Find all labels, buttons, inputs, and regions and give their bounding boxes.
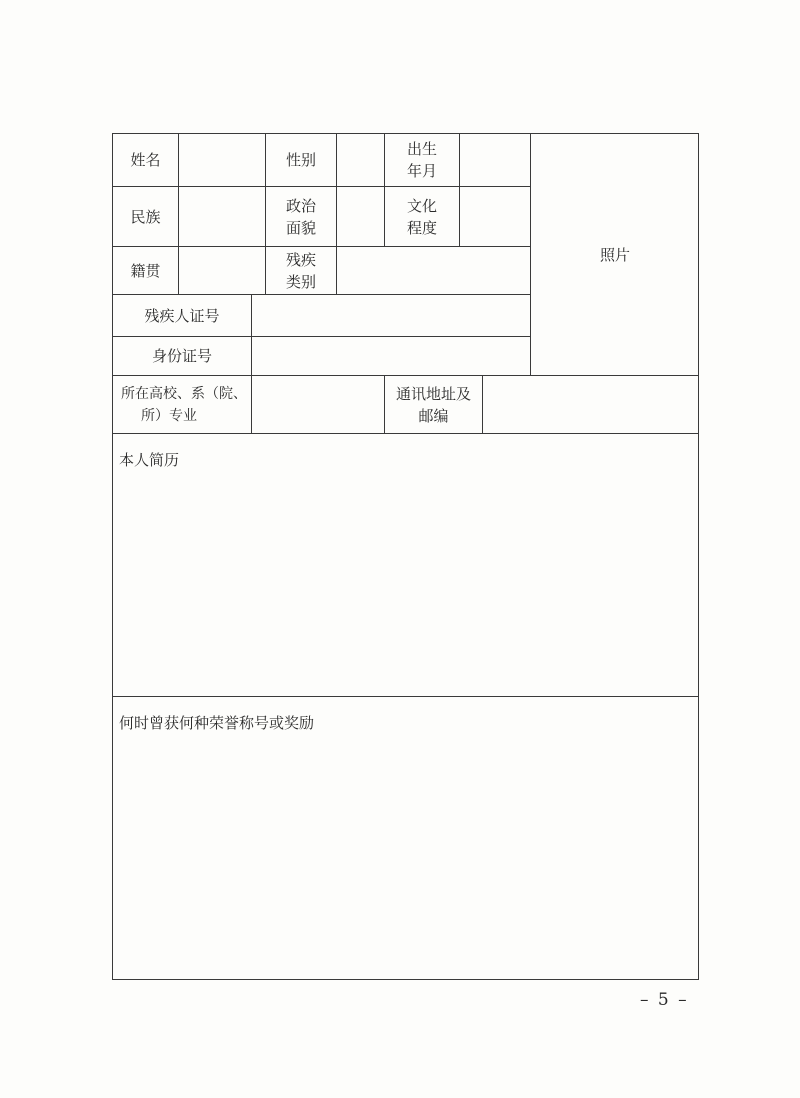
education-label-cell bbox=[385, 187, 460, 247]
birth-label-cell bbox=[385, 134, 460, 187]
birth-label-line1: 出生 bbox=[406, 140, 437, 158]
address-label-line1: 通讯地址及 bbox=[395, 384, 471, 403]
disability-cert-label-cell bbox=[113, 295, 252, 337]
native-place-label: 籍贯 bbox=[130, 261, 161, 280]
ethnicity-field[interactable] bbox=[179, 187, 266, 247]
school-field[interactable] bbox=[252, 376, 385, 434]
gender-label: 性别 bbox=[285, 151, 316, 169]
birth-field[interactable] bbox=[460, 134, 531, 187]
political-label-line2: 面貌 bbox=[285, 218, 316, 237]
address-label-cell bbox=[385, 376, 483, 434]
disability-type-label-line2: 类别 bbox=[285, 272, 316, 291]
photo-cell[interactable] bbox=[531, 134, 699, 376]
honors-section[interactable] bbox=[113, 697, 699, 979]
political-field[interactable] bbox=[337, 187, 385, 247]
political-label-cell bbox=[266, 187, 337, 247]
id-number-label: 身份证号 bbox=[151, 347, 212, 365]
gender-field[interactable] bbox=[337, 134, 385, 187]
ethnicity-label-cell bbox=[113, 187, 179, 247]
native-place-label-cell bbox=[113, 247, 179, 295]
page-number: – 5 – bbox=[640, 990, 689, 1010]
political-label-line1: 政治 bbox=[285, 196, 316, 215]
disability-type-label-cell bbox=[266, 247, 337, 295]
name-label-cell bbox=[113, 134, 179, 187]
resume-section[interactable] bbox=[113, 434, 699, 697]
native-place-field[interactable] bbox=[179, 247, 266, 295]
school-label-cell bbox=[113, 376, 252, 434]
honors-label: 何时曾获何种荣誉称号或奖励 bbox=[119, 714, 315, 732]
disability-type-label-line1: 残疾 bbox=[285, 250, 316, 269]
address-field[interactable] bbox=[483, 376, 699, 434]
disability-type-field[interactable] bbox=[337, 247, 531, 295]
photo-label: 照片 bbox=[599, 245, 630, 264]
name-label: 姓名 bbox=[130, 151, 161, 169]
school-label-line1: 所在高校、系（院、 bbox=[121, 385, 247, 402]
disability-cert-field[interactable] bbox=[252, 295, 531, 337]
school-label-line2: 所）专业 bbox=[141, 407, 197, 424]
name-field[interactable] bbox=[179, 134, 266, 187]
disability-cert-label: 残疾人证号 bbox=[144, 306, 220, 325]
application-form-table bbox=[112, 133, 699, 980]
id-number-label-cell bbox=[113, 337, 252, 376]
education-label-line2: 程度 bbox=[406, 218, 437, 237]
ethnicity-label: 民族 bbox=[130, 207, 161, 226]
birth-label-line2: 年月 bbox=[406, 162, 437, 180]
address-label-line2: 邮编 bbox=[418, 406, 449, 425]
gender-label-cell bbox=[266, 134, 337, 187]
education-label-line1: 文化 bbox=[406, 196, 437, 215]
resume-label: 本人简历 bbox=[119, 451, 180, 469]
id-number-field[interactable] bbox=[252, 337, 531, 376]
education-field[interactable] bbox=[460, 187, 531, 247]
